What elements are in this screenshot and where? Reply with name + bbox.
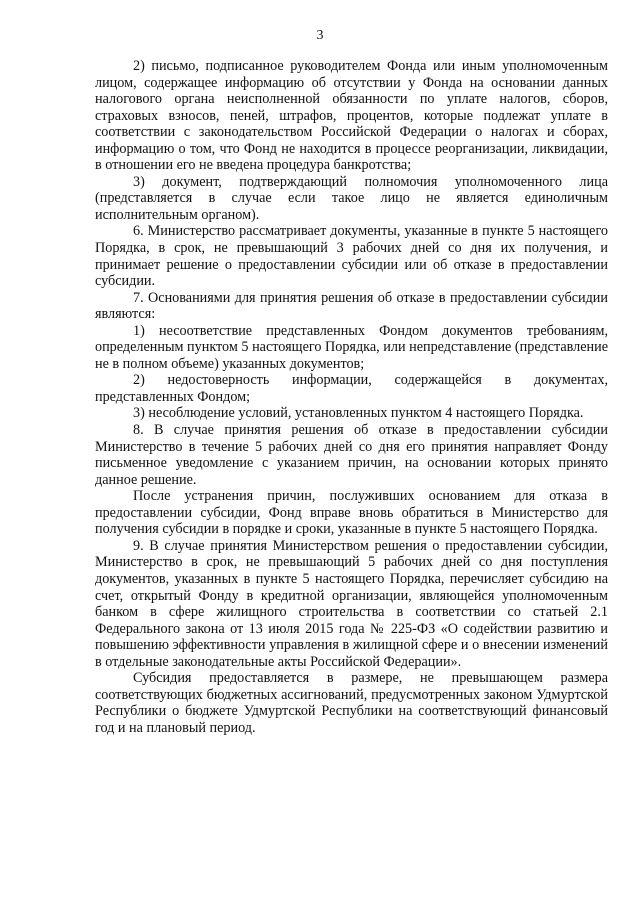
paragraph-item-3-authority-document: 3) документ, подтверждающий полномочия уполномоченного лица (представляется в случае если такое лицо не является единоличным исполнительным органом). (95, 173, 608, 223)
paragraph-item-2-letter: 2) письмо, подписанное руководителем Фонда или иным уполномоченным лицом, содержащее информацию об отсутствии у Фонда на основании данных налогового органа неисполненной обязанности по уплате налогов, сборов, страховых взносов, пеней, штрафов, процентов, которые подлежат уплате в соответствии с законодательством Российской Федерации о налогах и сборах, информацию о том, что Фонд не находится в процессе реорганизации, ликвидации, в отношении его не введена процедура банкротства; (95, 58, 608, 174)
paragraph-9-transfer: 9. В случае принятия Министерством решения о предоставлении субсидии, Министерство в срок, не превышающий 5 рабочих дней со дня поступления документов, указанных в пункте 5 настоящего Порядка, перечисляет субсидию на счет, открытый Фонду в кредитной организации, являющейся уполномоченным банком в сфере жилищного строительства в соответствии со статьей 2.1 Федерального закона от 13 июля 2015 года № 225-ФЗ «О содействии развитию и повышению эффективности управления в жилищной сфере и о внесении изменений в отдельные законодательные акты Российской Федерации». (95, 537, 608, 670)
paragraph-6-review-documents: 6. Министерство рассматривает документы, указанные в пункте 5 настоящего Порядка, в срок, не превышающий 3 рабочих дней со дня их получения, и принимает решение о предоставлении субсидии или об отказе в предоставлении субсидии. (95, 223, 608, 290)
paragraph-7-item-2-unreliability: 2) недостоверность информации, содержащейся в документах, представленных Фондом; (95, 372, 608, 405)
paragraph-8-refusal-notice: 8. В случае принятия решения об отказе в предоставлении субсидии Министерство в течение 5 рабочих дней со дня его принятия направляет Фонду письменное уведомление с указанием причин, на основании которых принято данное решение. (95, 422, 608, 488)
paragraph-subsidy-amount: Субсидия предоставляется в размере, не превышающем размера соответствующих бюджетных ассигнований, предусмотренных законом Удмуртской Республики о бюджете Удмуртской Республики на соответствующий финансовый год и на плановый период. (95, 670, 608, 736)
paragraph-7-item-1-noncompliance: 1) несоответствие представленных Фондом документов требованиям, определенным пунктом 5 настоящего Порядка, или непредставление (представление не в полном объеме) указанных документов; (95, 322, 608, 372)
page-number: 3 (316, 28, 324, 43)
paragraph-7-refusal-grounds: 7. Основаниями для принятия решения об отказе в предоставлении субсидии являются: (95, 289, 608, 323)
paragraph-7-item-3-conditions: 3) несоблюдение условий, установленных пунктом 4 настоящего Порядка. (133, 405, 584, 422)
document-body (95, 58, 608, 736)
paragraph-8-reapplication: После устранения причин, послуживших основанием для отказа в предоставлении субсидии, Фонд вправе вновь обратиться в Министерство для получения субсидии в порядке и сроки, указанные в пункте 5 настоящего Порядка. (95, 488, 608, 538)
